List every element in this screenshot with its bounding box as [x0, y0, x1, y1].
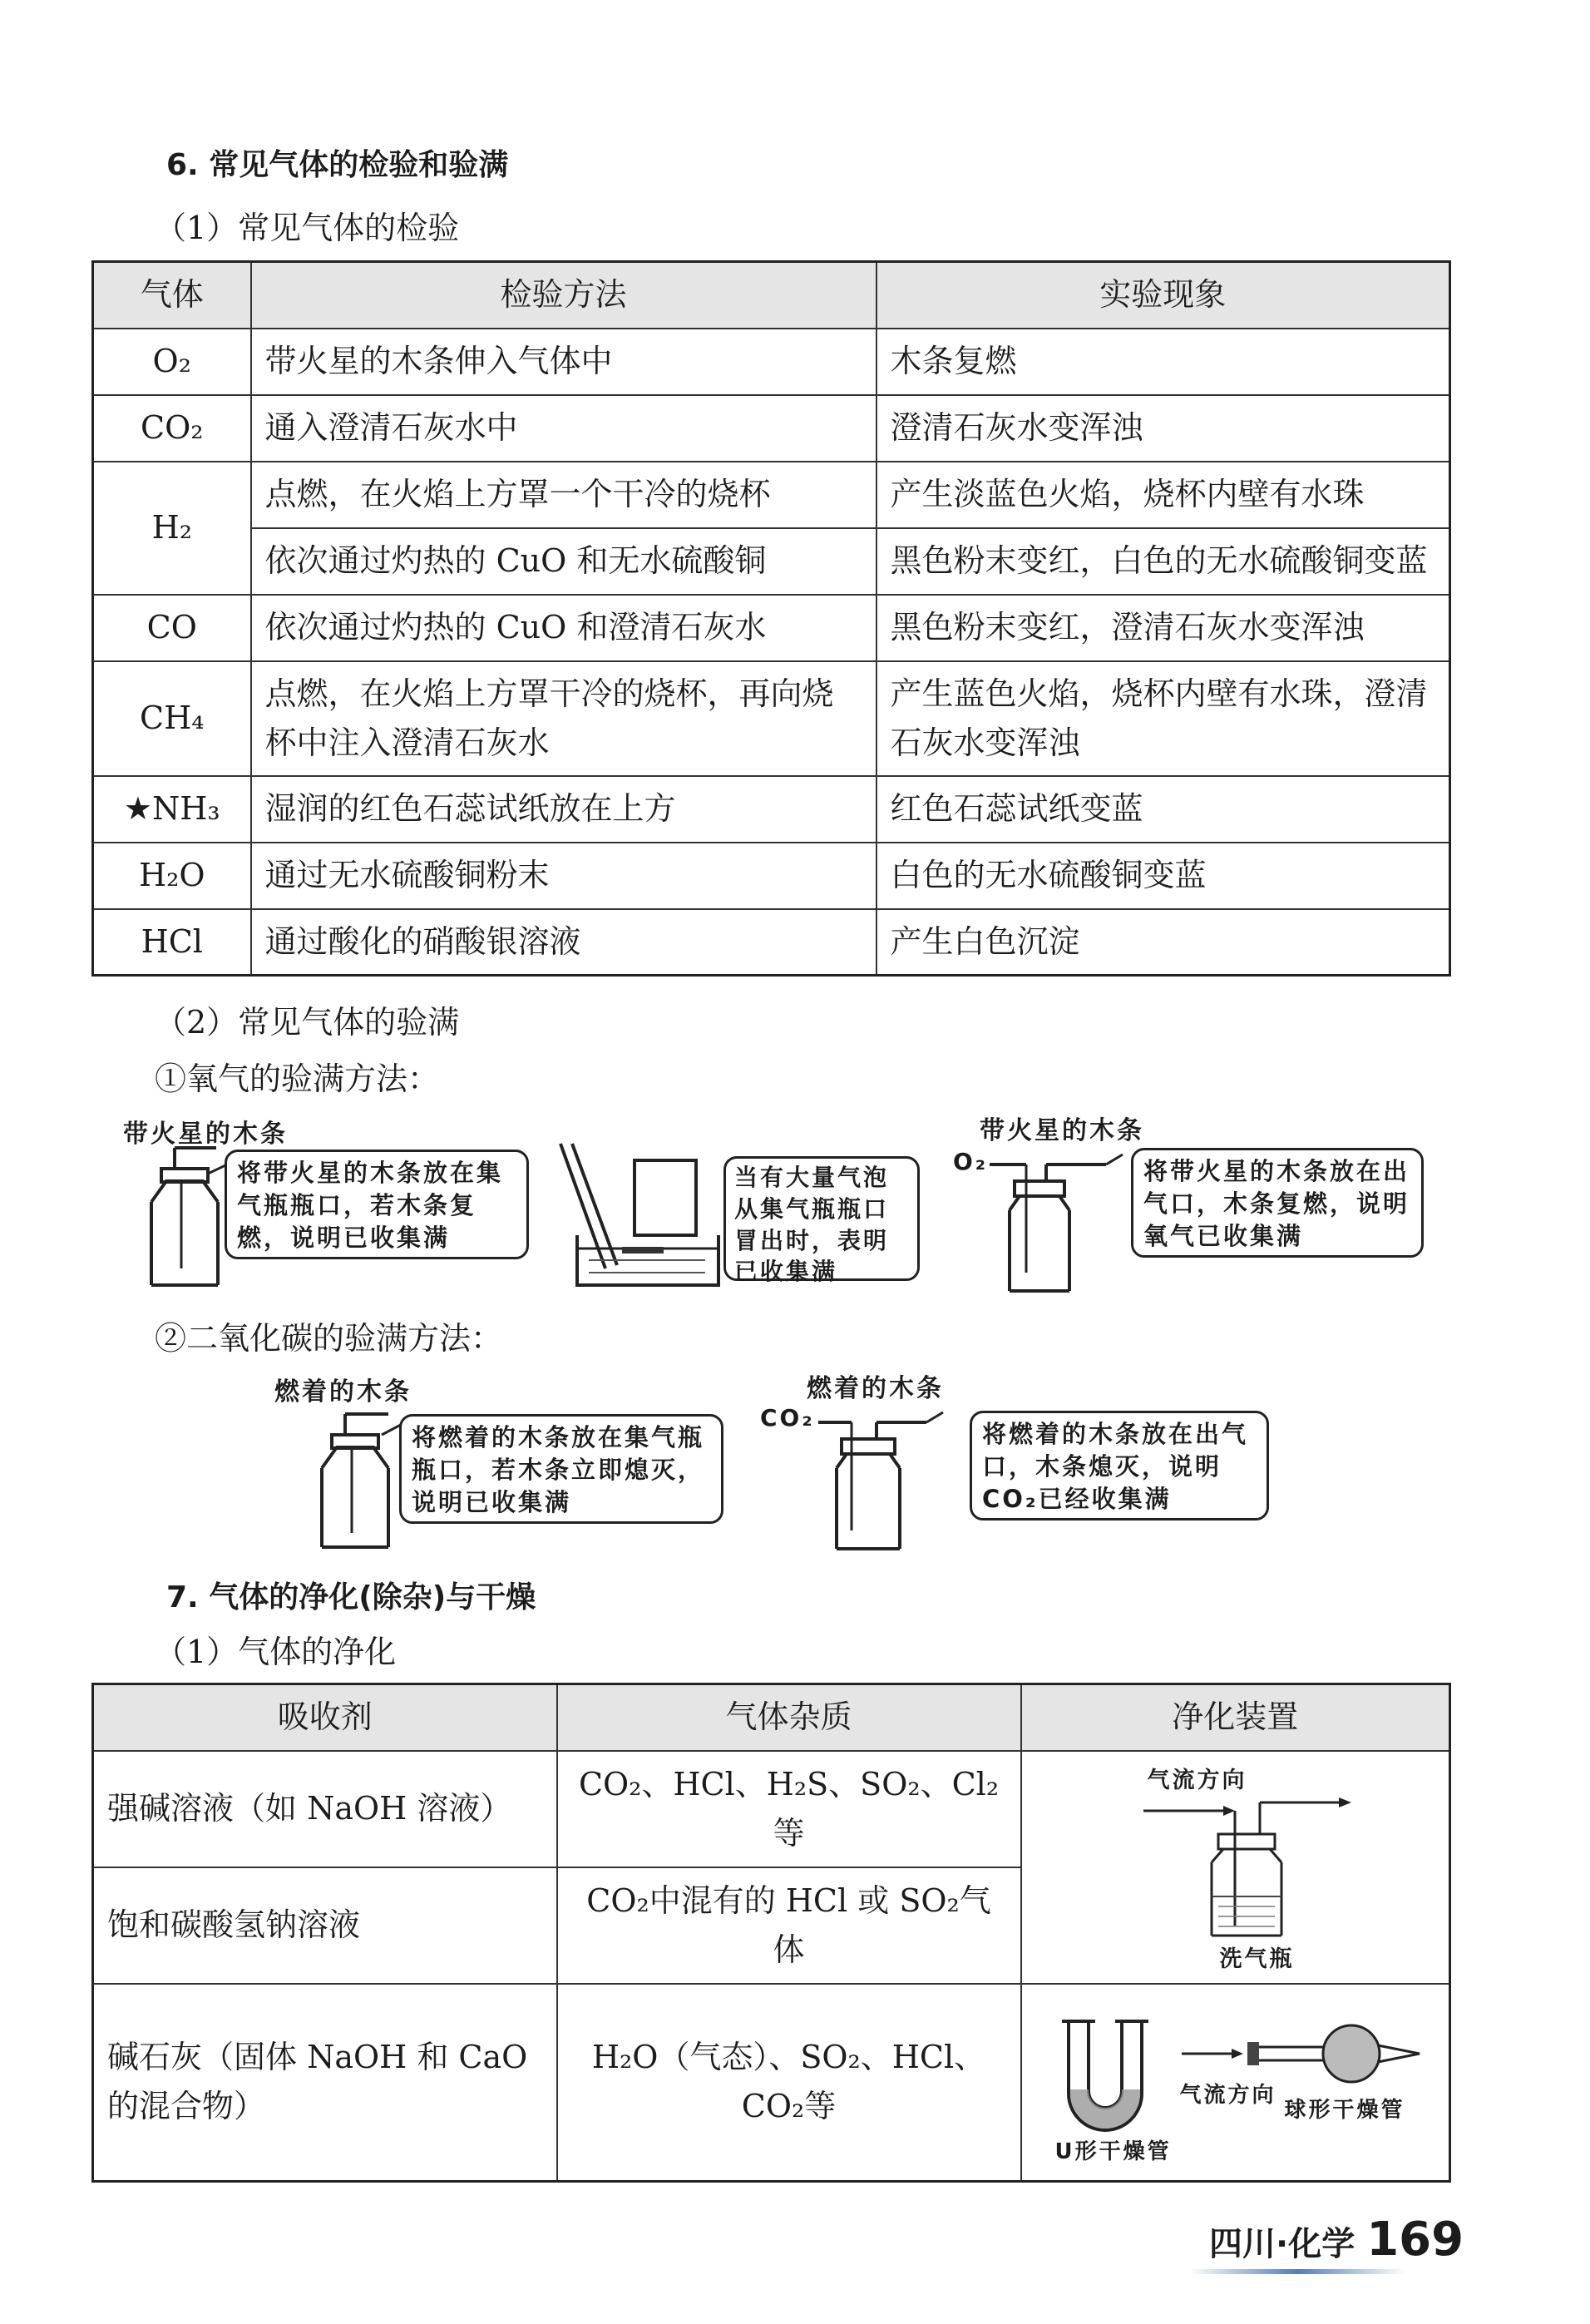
section-6-title: 6. 常见气体的检验和验满	[166, 148, 509, 182]
method-cell: 通过无水硫酸铜粉末	[251, 843, 876, 909]
table-row	[93, 776, 1450, 843]
absorbent-cell: 碱石灰（固体 NaOH 和 CaO 的混合物）	[93, 1984, 557, 2182]
header-device: 净化装置	[1021, 1684, 1450, 1751]
gas-cell: HCl	[93, 909, 251, 976]
absorbent-cell: 强碱溶液（如 NaOH 溶液）	[93, 1751, 557, 1867]
device2-u-name: U形干燥管	[1054, 2139, 1172, 2165]
oxygen-fig2-callout	[723, 1156, 920, 1286]
method-cell: 依次通过灼热的 CuO 和无水硫酸铜	[251, 528, 876, 595]
section-7-title: 7. 气体的净化(除杂)与干燥	[166, 1580, 536, 1614]
method-cell: 通过酸化的硝酸银溶液	[251, 909, 876, 976]
co2-fig1-callout	[399, 1414, 723, 1524]
u-tube-illustration	[1060, 2015, 1152, 2131]
method-cell: 通入澄清石灰水中	[251, 395, 876, 462]
gas-cell: CH₄	[93, 661, 251, 776]
header-absorbent: 吸收剂	[93, 1684, 557, 1751]
section-6-sub1: （1）常见气体的检验	[155, 210, 460, 246]
phenomenon-cell: 白色的无水硫酸铜变蓝	[876, 843, 1450, 909]
phenomenon-cell: 产生淡蓝色火焰，烧杯内壁有水珠	[876, 462, 1450, 528]
section-6-sub2: （2）常见气体的验满	[155, 1004, 460, 1041]
oxygen-fig3-gas: O₂	[953, 1148, 989, 1175]
table-header-row	[93, 262, 1450, 329]
header-phenomenon: 实验现象	[876, 262, 1450, 329]
header-gas: 气体	[93, 262, 251, 329]
gas-bottle-outlet-illustration	[990, 1148, 1123, 1298]
table-row	[93, 661, 1450, 776]
table-header-row	[93, 1684, 1450, 1751]
gas-cell: CO	[93, 595, 251, 661]
device-cell-washing-bottle	[1021, 1751, 1450, 1984]
ball-drying-tube-illustration	[1177, 2019, 1426, 2077]
table-row	[93, 528, 1450, 595]
device2-ball-name: 球形干燥管	[1284, 2098, 1405, 2124]
gas-cell: H₂O	[93, 843, 251, 909]
device1-flow-label: 气流方向	[1147, 1767, 1247, 1793]
table-row	[93, 1751, 1450, 1867]
gas-cell: O₂	[93, 329, 251, 395]
phenomenon-cell: 产生白色沉淀	[876, 909, 1450, 976]
oxygen-fig1-label: 带火星的木条	[123, 1120, 288, 1149]
gas-bottle-outlet-illustration	[818, 1406, 943, 1555]
method-cell: 湿润的红色石蕊试纸放在上方	[251, 776, 876, 843]
device-cell-drying-tubes	[1021, 1984, 1450, 2182]
header-method: 检验方法	[251, 262, 876, 329]
footer-underline	[1189, 2269, 1405, 2274]
callout-text: 当有大量气泡从集气瓶瓶口冒出时，表明已收集满	[734, 1164, 890, 1286]
co2-fig2-callout	[970, 1411, 1269, 1520]
co2-fig2-gas: CO₂	[760, 1404, 815, 1431]
washing-bottle-illustration	[1143, 1792, 1360, 1938]
gas-cell: H₂	[93, 462, 251, 595]
section-7-sub1: （1）气体的净化	[155, 1634, 397, 1670]
table-row	[93, 395, 1450, 462]
phenomenon-cell: 产生蓝色火焰，烧杯内壁有水珠，澄清石灰水变浑浊	[876, 661, 1450, 776]
method-cell: 点燃，在火焰上方罩一个干冷的烧杯	[251, 462, 876, 528]
method-cell: 点燃，在火焰上方罩干冷的烧杯，再向烧杯中注入澄清石灰水	[251, 661, 876, 776]
oxygen-fig3-callout	[1131, 1148, 1424, 1258]
impurity-cell: CO₂、HCl、H₂S、SO₂、Cl₂等	[557, 1751, 1021, 1867]
header-impurity: 气体杂质	[557, 1684, 1021, 1751]
footer-label: 四川·化学	[1209, 2225, 1355, 2263]
co2-fig2-label: 燃着的木条	[807, 1374, 944, 1403]
page-number: 169	[1366, 2213, 1464, 2267]
method-cell: 带火星的木条伸入气体中	[251, 329, 876, 395]
table-row	[93, 595, 1450, 661]
table-row	[93, 843, 1450, 909]
co2-heading: ②二氧化碳的验满方法：	[155, 1320, 503, 1357]
table-row	[93, 329, 1450, 395]
gas-cell: ★NH₃	[93, 776, 251, 843]
table-row	[93, 1984, 1450, 2182]
callout-text: 将燃着的木条放在集气瓶瓶口，若木条立即熄灭，说明已收集满	[412, 1423, 705, 1517]
impurity-cell: H₂O（气态）、SO₂、HCl、CO₂等	[557, 1984, 1021, 2182]
co2-fig1-label: 燃着的木条	[274, 1377, 412, 1407]
phenomenon-cell: 黑色粉末变红，澄清石灰水变浑浊	[876, 595, 1450, 661]
impurity-cell: CO₂中混有的 HCl 或 SO₂气体	[557, 1867, 1021, 1984]
callout-text: 将带火星的木条放在出气口，木条复燃，说明氧气已收集满	[1143, 1157, 1410, 1251]
phenomenon-cell: 红色石蕊试纸变蓝	[876, 776, 1450, 843]
gas-purification-table	[91, 1683, 1451, 2183]
table-row	[93, 909, 1450, 976]
gas-test-table	[91, 260, 1451, 977]
water-displacement-illustration	[556, 1144, 722, 1293]
phenomenon-cell: 澄清石灰水变浑浊	[876, 395, 1450, 462]
callout-text: 将燃着的木条放在出气口，木条熄灭，说明CO₂已经收集满	[982, 1420, 1249, 1514]
oxygen-heading: ①氧气的验满方法：	[155, 1061, 440, 1097]
table-row	[93, 462, 1450, 528]
device1-name: 洗气瓶	[1219, 1946, 1295, 1972]
gas-cell: CO₂	[93, 395, 251, 462]
page-footer	[1209, 2213, 1464, 2267]
oxygen-fig3-label: 带火星的木条	[980, 1116, 1144, 1145]
phenomenon-cell: 木条复燃	[876, 329, 1450, 395]
absorbent-cell: 饱和碳酸氢钠溶液	[93, 1867, 557, 1984]
phenomenon-cell: 黑色粉末变红，白色的无水硫酸铜变蓝	[876, 528, 1450, 595]
callout-text: 将带火星的木条放在集气瓶瓶口，若木条复燃，说明已收集满	[237, 1159, 504, 1253]
oxygen-fig1-callout	[225, 1150, 529, 1259]
method-cell: 依次通过灼热的 CuO 和澄清石灰水	[251, 595, 876, 661]
device2-flow-label: 气流方向	[1179, 2083, 1276, 2109]
